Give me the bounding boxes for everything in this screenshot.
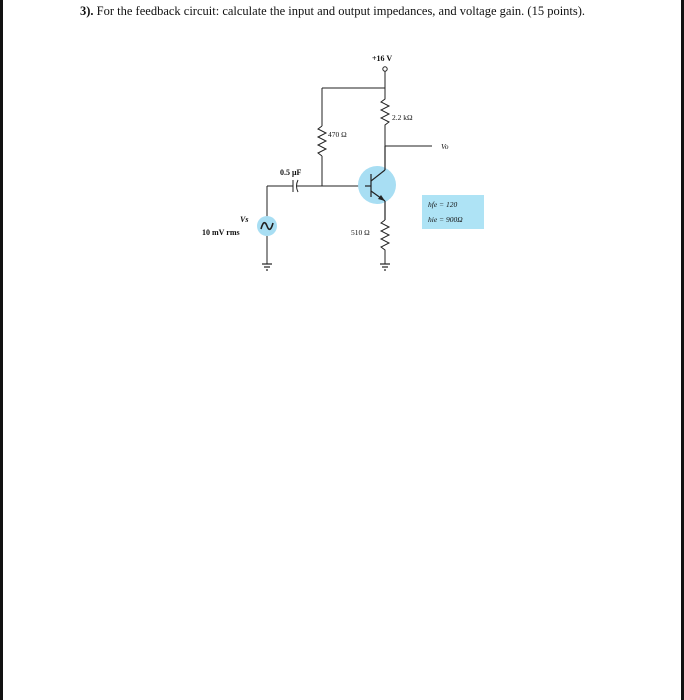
- question-number: 3).: [80, 4, 94, 18]
- supply-terminal: [383, 67, 387, 71]
- hfe-label: hfe = 120: [428, 200, 458, 209]
- feedback-resistor-label: 470 Ω: [328, 130, 347, 139]
- capacitor-label: 0.5 μF: [280, 168, 302, 177]
- resistor-510: [381, 220, 389, 264]
- supply-label: +16 V: [372, 54, 393, 63]
- source-value-label: 10 mV rms: [202, 228, 240, 237]
- question-body: For the feedback circuit: calculate the input and output impedances, and voltage gain. (15 points).: [96, 4, 586, 18]
- resistor-470: [318, 126, 326, 156]
- emitter-resistor-label: 510 Ω: [351, 228, 370, 237]
- output-label: Vo: [441, 142, 449, 151]
- hie-label: hie = 900Ω: [428, 215, 463, 224]
- collector-resistor-label: 2.2 kΩ: [392, 113, 413, 122]
- source-symbol-label: Vs: [240, 215, 249, 224]
- resistor-2k2: [381, 88, 389, 146]
- transistor-highlight: [358, 166, 396, 204]
